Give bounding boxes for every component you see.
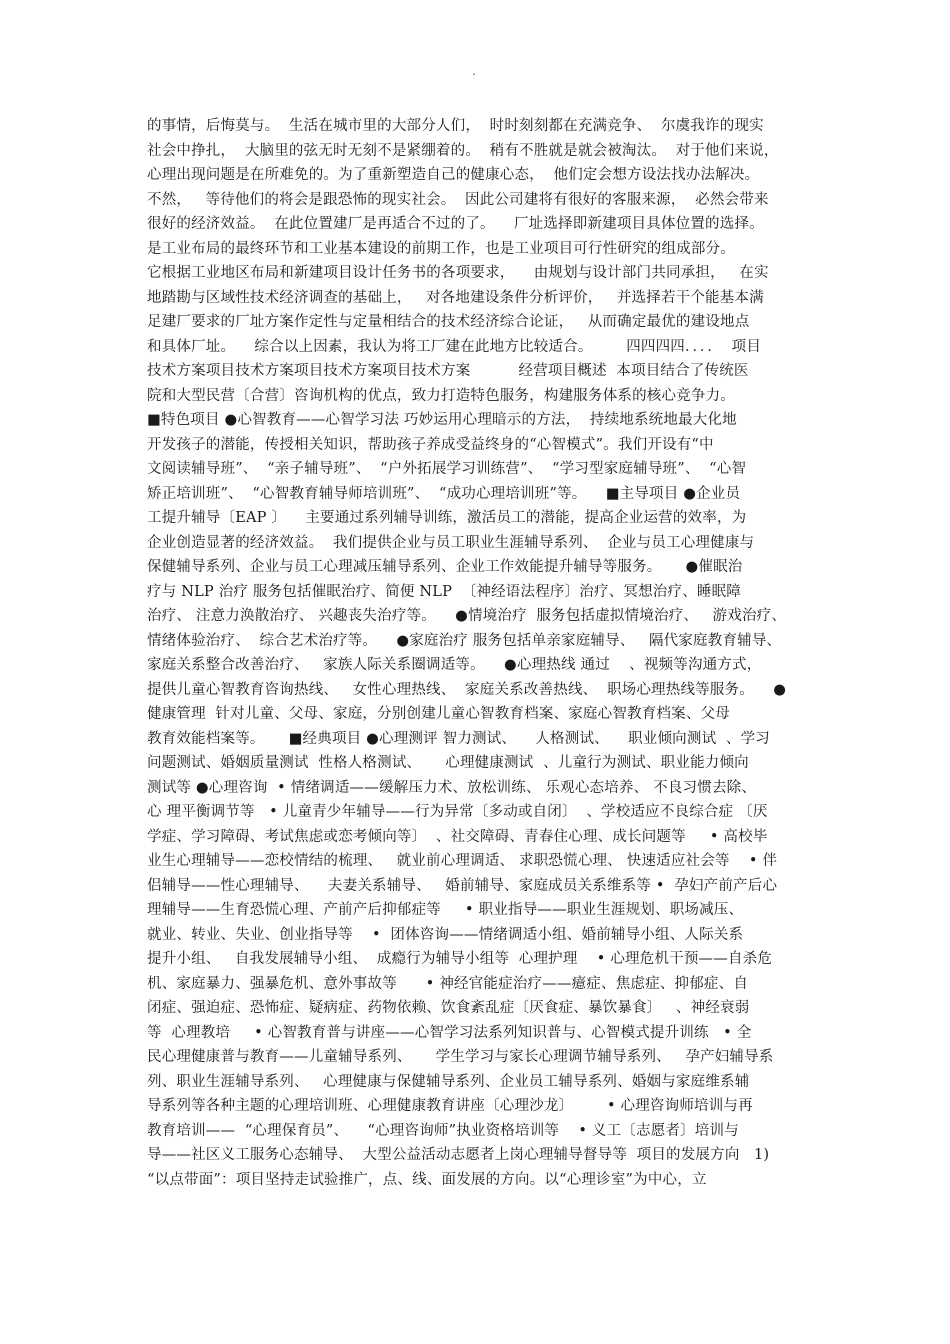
body-line: 开发孩子的潜能，传授相关知识，帮助孩子养成受益终身的“心智模式”。我们开设有“中 [147, 436, 714, 453]
body-line: 是工业布局的最终环节和工业基本建设的前期工作，也是工业项目可行性研究的组成部分。 [147, 240, 735, 257]
body-line: 和具体厂址。 综合以上因素，我认为将工厂建在此地方比较适合。 四四四四．．．． 项目 [147, 338, 762, 355]
body-line: 问题测试、婚姻质量测试 性格人格测试、 心理健康测试 、儿童行为测试、职业能力倾向 [147, 755, 749, 771]
header-mark: . [472, 64, 476, 78]
body-line: 教育培训—— “心理保育员”、 “心理咨询师”执业资格培训等 • 义工〔志愿者〕培训与 [147, 1122, 739, 1139]
body-line: 情绪体验治疗、 综合艺术治疗等。 ●家庭治疗 服务包括单亲家庭辅导、 隔代家庭教育辅导、 [147, 632, 782, 649]
body-line: 企业创造显著的经济效益。 我们提供企业与员工职业生涯辅导系列、 企业与员工心理健康与 [147, 534, 755, 551]
body-line: 文阅读辅导班”、 “亲子辅导班”、 “户外拓展学习训练营”、 “学习型家庭辅导班”、 “心智 [147, 461, 747, 477]
body-line: 民心理健康普与教育——儿童辅导系列、 学生学习与家长心理调节辅导系列、 孕产妇辅导系 [147, 1049, 774, 1065]
body-line: 业生心理辅导——恋校情结的梳理、 就业前心理调适、 求职恐慌心理、 快速适应社会等 • 伴 [147, 853, 778, 869]
body-line: 院和大型民营〔合营〕咨询机构的优点，致力打造特色服务，构建服务体系的核心竞争力。 [147, 387, 735, 404]
body-line: 学症、学习障碍、考试焦虑或恋考倾向等〕 、社交障碍、青春住心理、成长问题等 • 高校毕 [147, 828, 768, 845]
body-line: 治疗、 注意力涣散治疗、 兴趣丧失治疗等。 ●情境治疗 服务包括虚拟情境治疗、 游戏治疗、 [147, 608, 787, 624]
body-line: 足建厂要求的厂址方案作定性与定量相结合的技术经济综合论证， 从而确定最优的建设地点 [147, 314, 750, 330]
body-line: 社会中挣扎， 大脑里的弦无时无刻不是紧绷着的。 稍有不胜就是就会被淘汰。 对于他们来说， [147, 142, 779, 159]
body-line: 心 理平衡调节等 • 儿童青少年辅导——行为异常〔多动或自闭〕 、学校适应不良综合症 〔厌 [147, 804, 768, 820]
body-line: 列、职业生涯辅导系列、 心理健康与保健辅导系列、企业员工辅导系列、婚姻与家庭维系辅 [147, 1073, 750, 1090]
body-line: 教育效能档案等。 ■经典项目 ●心理测评 智力测试、 人格测试、 职业倾向测试 、学习 [147, 730, 771, 747]
body-line: 疗与 NLP 治疗 服务包括催眠治疗、简便 NLP 〔神经语法程序〕治疗、冥想治疗、睡眠障 [147, 583, 741, 600]
body-line: 健康管理 针对儿童、父母、家庭，分别创建儿童心智教育档案、家庭心智教育档案、父母 [147, 706, 730, 722]
body-line: 工提升辅导〔EAP 〕 主要通过系列辅导训练，激活员工的潜能，提高企业运营的效率，为 [147, 510, 747, 526]
body-line: 测试等 ●心理咨询 • 情绪调适——缓解压力术、放松训练、 乐观心态培养、 不良习惯去除、 [147, 779, 757, 796]
body-line: 它根据工业地区布局和新建项目设计任务书的各项要求， 由规划与设计部门共同承担， 在实 [147, 265, 769, 281]
body-line: 地踏勘与区域性技术经济调查的基础上， 对各地建设条件分析评价， 并选择若干个能基本满 [147, 289, 764, 306]
body-line: 的事情，后悔莫与。 生活在城市里的大部分人们， 时时刻刻都在充满竞争、 尔虞我诈的现实 [147, 118, 764, 134]
body-line: ■特色项目 ●心智教育——心智学习法 巧妙运用心理暗示的方法， 持续地系统地最大化地 [147, 412, 737, 428]
body-line: 不然， 等待他们的将会是跟恐怖的现实社会。 因此公司建将有很好的客服来源， 必然会带来 [147, 191, 769, 208]
body-line: 导系列等各种主题的心理培训班、心理健康教育讲座〔心理沙龙〕 • 心理咨询师培训与再 [147, 1098, 753, 1114]
body-line: 就业、转业、失业、创业指导等 • 团体咨询——情绪调适小组、婚前辅导小组、人际关系 [147, 926, 744, 943]
body-line: 很好的经济效益。 在此位置建厂是再适合不过的了。 厂址选择即新建项目具体位置的选择。 [147, 216, 764, 232]
body-line: 提升小组、 自我发展辅导小组、 成瘾行为辅导小组等 心理护理 • 心理危机干预——自杀危 [147, 951, 773, 967]
body-line: 机、家庭暴力、强暴危机、意外事故等 • 神经官能症治疗——癔症、焦虑症、抑郁症、自 [147, 975, 749, 992]
body-line: 矫正培训班”、 “心智教育辅导师培训班”、 “成功心理培训班”等。 ■主导项目 ●企业员 [147, 485, 741, 502]
body-text [147, 114, 827, 1192]
body-line: “以点带面”：项目坚持走试验推广，点、线、面发展的方向。以“心理诊室”为中心，立 [147, 1171, 707, 1188]
body-line: 闭症、强迫症、恐怖症、疑病症、药物依赖、饮食紊乱症〔厌食症、暴饮暴食〕 、神经衰弱 [147, 1000, 750, 1016]
body-line: 保健辅导系列、企业与员工心理减压辅导系列、企业工作效能提升辅导等服务。 ●催眠治 [147, 559, 743, 575]
body-line: 心理出现问题是在所难免的。为了重新塑造自己的健康心态， 他们定会想方设法找办法解决。 [147, 167, 760, 183]
body-line: 导——社区义工服务心态辅导、 大型公益活动志愿者上岗心理辅导督导等 项目的发展方向 1) [147, 1147, 770, 1163]
body-line: 技术方案项目技术方案项目技术方案项目技术方案 经营项目概述 本项目结合了传统医 [147, 363, 749, 379]
body-line: 等 心理教培 • 心智教育普与讲座——心智学习法系列知识普与、心智模式提升训练 • 全 [147, 1024, 752, 1041]
body-line: 提供儿童心智教育咨询热线、 女性心理热线、 家庭关系改善热线、 职场心理热线等服务。 ● [147, 681, 787, 698]
body-line: 家庭关系整合改善治疗、 家族人际关系圈调适等。 ●心理热线 通过 、视频等沟通方式， [147, 657, 762, 673]
body-line: 理辅导——生育恐慌心理、产前产后抑郁症等 • 职业指导——职业生涯规划、职场减压、 [147, 902, 744, 918]
body-line: 侣辅导——性心理辅导、 夫妻关系辅导、 婚前辅导、家庭成员关系维系等 • 孕妇产前产后心 [147, 877, 778, 894]
